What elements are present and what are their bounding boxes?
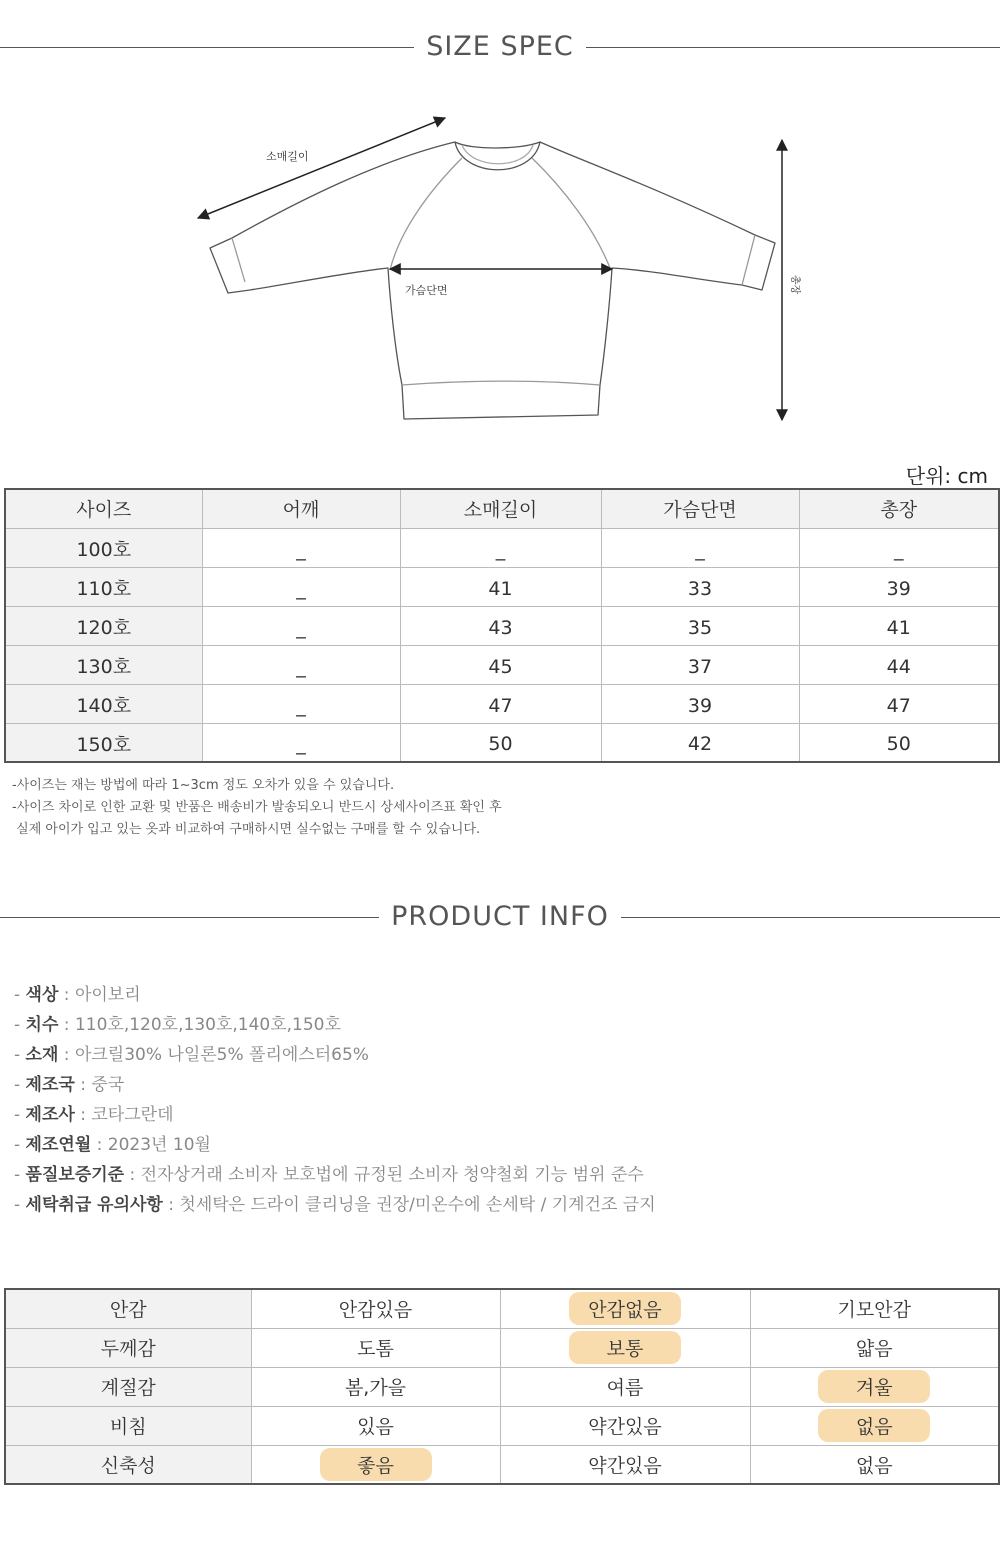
feature-row (5, 1328, 999, 1367)
shoulder-cell: _ (202, 606, 400, 645)
size-note: 실제 아이가 입고 있는 옷과 비교하여 구매하시면 실수없는 구매를 할 수 있습니다. (12, 822, 481, 837)
info-value: 아이보리 (74, 985, 141, 1005)
chest-cell: 42 (601, 723, 799, 762)
chest-cell: 37 (601, 645, 799, 684)
info-value: 110호,120호,130호,140호,150호 (74, 1015, 341, 1035)
feature-table (4, 1288, 1000, 1485)
product-info-header (0, 897, 1000, 937)
table-row (5, 606, 999, 645)
sleeve-label: 소매길이 (266, 150, 309, 163)
size-note: -사이즈 차이로 인한 교환 및 반품은 배송비가 발송되오니 반드시 상세사이즈표 확인 후 (12, 800, 502, 815)
length-label: 총장 (789, 275, 800, 295)
info-item: - 제조국 : 중국 (14, 1075, 125, 1095)
table-row (5, 645, 999, 684)
size-note: -사이즈는 재는 방법에 따라 1~3cm 정도 오차가 있을 수 있습니다. (12, 778, 395, 793)
length-cell: 44 (799, 645, 999, 684)
info-key: 제조연월 (25, 1135, 92, 1155)
feature-option: 안감없음 (569, 1292, 681, 1325)
feature-row (5, 1367, 999, 1406)
info-value: 아크릴30% 나일론5% 폴리에스터65% (74, 1045, 369, 1065)
sleeve-arrow (198, 118, 445, 218)
info-item: - 색상 : 아이보리 (14, 985, 141, 1005)
info-key: 제조사 (25, 1105, 75, 1125)
sleeve-cell: 50 (400, 723, 601, 762)
feature-option: 약간있음 (588, 1416, 662, 1438)
sleeve-cell: 47 (400, 684, 601, 723)
table-row (5, 528, 999, 567)
info-value: 코타그란데 (91, 1105, 174, 1125)
feature-option: 좋음 (320, 1448, 432, 1481)
table-row (5, 723, 999, 762)
table-header-row (5, 489, 999, 528)
size-cell: 130호 (5, 645, 202, 684)
shoulder-cell: _ (202, 645, 400, 684)
size-cell: 140호 (5, 684, 202, 723)
length-cell: _ (799, 528, 999, 567)
info-value: 중국 (91, 1075, 125, 1095)
product-info-title: PRODUCT INFO (379, 901, 621, 932)
sleeve-cell: 43 (400, 606, 601, 645)
length-cell: 39 (799, 567, 999, 606)
garment-diagram (0, 95, 1000, 440)
header-sleeve: 소매길이 (400, 489, 601, 528)
feature-row (5, 1445, 999, 1484)
info-key: 제조국 (25, 1075, 75, 1095)
info-item: - 제조연월 : 2023년 10월 (14, 1135, 211, 1155)
feature-option: 있음 (357, 1416, 394, 1438)
feature-option: 안감있음 (338, 1299, 413, 1322)
shoulder-cell: _ (202, 723, 400, 762)
info-key: 소재 (25, 1045, 59, 1065)
header-length: 총장 (799, 489, 999, 528)
info-value: 전자상거래 소비자 보호법에 규정된 소비자 청약철회 기능 범위 준수 (140, 1165, 644, 1185)
size-cell: 100호 (5, 528, 202, 567)
feature-option: 봄,가을 (344, 1377, 407, 1399)
table-row (5, 567, 999, 606)
info-item: - 치수 : 110호,120호,130호,140호,150호 (14, 1015, 341, 1035)
feature-label: 비침 (5, 1406, 251, 1445)
feature-row (5, 1406, 999, 1445)
sweater-outline (210, 142, 775, 419)
size-cell: 150호 (5, 723, 202, 762)
chest-cell: 35 (601, 606, 799, 645)
info-value: 첫세탁은 드라이 클리닝을 권장/미온수에 손세탁 / 기계건조 금지 (179, 1195, 656, 1215)
table-row (5, 684, 999, 723)
info-value: 2023년 10월 (107, 1135, 211, 1155)
info-key: 색상 (25, 985, 59, 1005)
length-cell: 50 (799, 723, 999, 762)
info-item: - 소재 : 아크릴30% 나일론5% 폴리에스터65% (14, 1045, 369, 1065)
shoulder-cell: _ (202, 528, 400, 567)
sleeve-cell: 41 (400, 567, 601, 606)
size-spec-header (0, 27, 1000, 67)
info-key: 치수 (25, 1015, 59, 1035)
feature-label: 계절감 (5, 1367, 251, 1406)
feature-option: 보통 (569, 1331, 681, 1364)
chest-label: 가슴단면 (405, 284, 448, 297)
feature-option: 겨울 (818, 1370, 930, 1403)
length-cell: 47 (799, 684, 999, 723)
size-cell: 110호 (5, 567, 202, 606)
header-size: 사이즈 (5, 489, 202, 528)
feature-option: 없음 (818, 1409, 930, 1442)
feature-label: 안감 (5, 1289, 251, 1328)
feature-option: 약간있음 (588, 1454, 662, 1477)
chest-cell: _ (601, 528, 799, 567)
length-cell: 41 (799, 606, 999, 645)
info-key: 세탁취급 유의사항 (25, 1195, 163, 1215)
header-shoulder: 어깨 (202, 489, 400, 528)
shoulder-cell: _ (202, 567, 400, 606)
feature-option: 도톰 (357, 1338, 394, 1360)
feature-label: 신축성 (5, 1445, 251, 1484)
sleeve-cell: 45 (400, 645, 601, 684)
size-notes (12, 775, 502, 841)
feature-row (5, 1289, 999, 1328)
shoulder-cell: _ (202, 684, 400, 723)
unit-label: 단위: cm (905, 464, 988, 488)
feature-option: 여름 (606, 1377, 644, 1399)
sleeve-cell: _ (400, 528, 601, 567)
size-cell: 120호 (5, 606, 202, 645)
product-info-list (14, 980, 656, 1220)
chest-cell: 39 (601, 684, 799, 723)
feature-option: 얇음 (855, 1338, 893, 1360)
info-item: - 제조사 : 코타그란데 (14, 1105, 174, 1125)
size-spec-table (4, 488, 1000, 763)
feature-option: 없음 (855, 1454, 893, 1477)
info-item: - 세탁취급 유의사항 : 첫세탁은 드라이 클리닝을 권장/미온수에 손세탁 / 기계건조 금지 (14, 1195, 656, 1215)
feature-label: 두께감 (5, 1328, 251, 1367)
chest-cell: 33 (601, 567, 799, 606)
size-spec-title: SIZE SPEC (414, 31, 586, 62)
info-item: - 품질보증기준 : 전자상거래 소비자 보호법에 규정된 소비자 청약철회 기능 범위 준수 (14, 1165, 644, 1185)
info-key: 품질보증기준 (25, 1165, 125, 1185)
header-chest: 가슴단면 (601, 489, 799, 528)
feature-option: 기모안감 (837, 1299, 911, 1322)
